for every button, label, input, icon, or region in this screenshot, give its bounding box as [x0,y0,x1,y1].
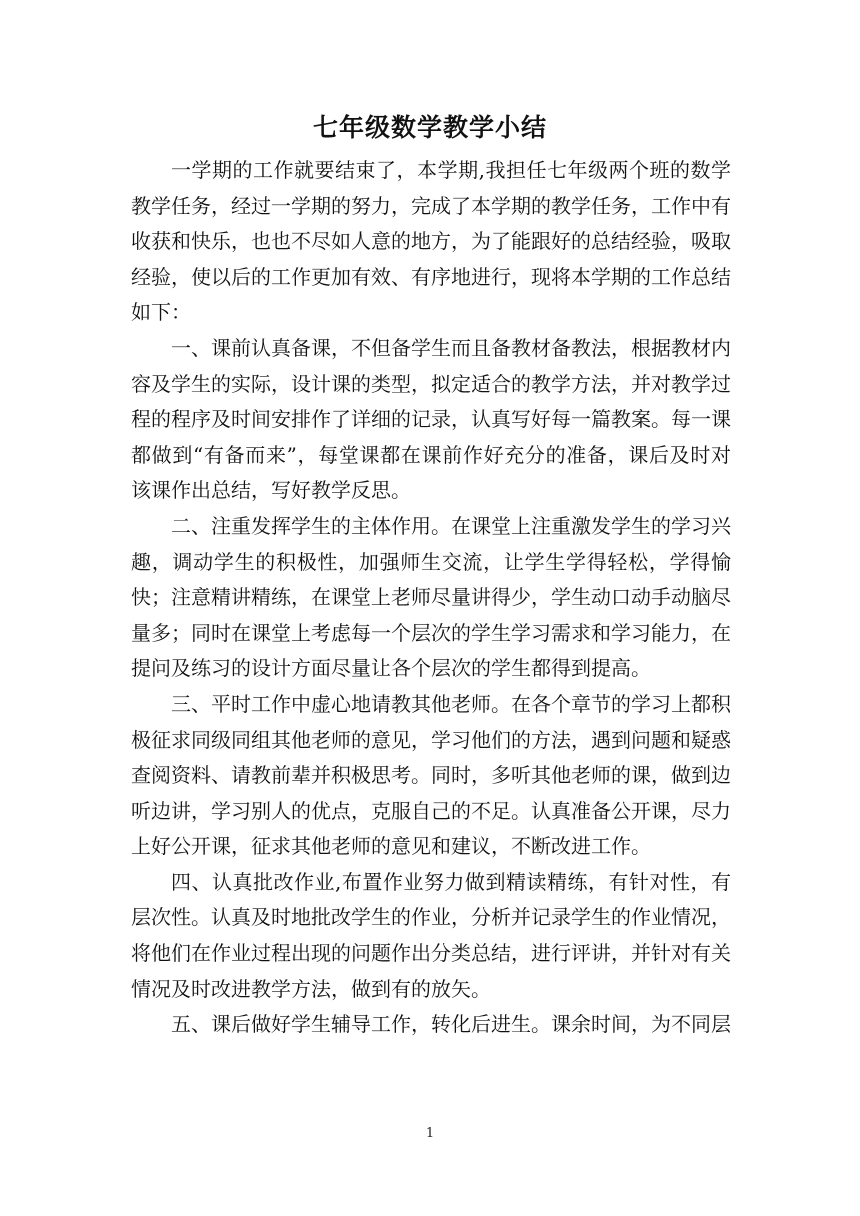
paragraph-3: 三、平时工作中虚心地请教其他老师。在各个章节的学习上都积极征求同级同组其他老师的意见，学习他们的方法，遇到问题和疑惑查阅资料、请教前辈并积极思考。同时，多听其他老师的课，做到边听边讲，学习别人的优点，克服自己的不足。认真准备公开课，尽力上好公开课，征求其他老师的意见和建议，不断改进工作。 [131,691,731,859]
paragraph-1: 一、课前认真备课，不但备学生而且备教材备教法，根据教材内容及学生的实际，设计课的类型，拟定适合的教学方法，并对教学过程的程序及时间安排作了详细的记录，认真写好每一篇教案。每一课都做到“有备而来”，每堂课都在课前作好充分的准备，课后及时对该课作出总结，写好教学反思。 [131,335,731,503]
paragraph-4: 四、认真批改作业,布置作业努力做到精读精练，有针对性，有层次性。认真及时地批改学生的作业，分析并记录学生的作业情况，将他们在作业过程出现的问题作出分类总结，进行评讲，并针对有关情况及时改进教学方法，做到有的放矢。 [131,869,731,1001]
document-title: 七年级数学教学小结 [312,113,547,142]
paragraph-5: 五、课后做好学生辅导工作，转化后进生。课余时间，为不同层 [171,1012,731,1037]
page-number: 1 [425,1126,435,1141]
document-body [131,153,731,1043]
paragraph-intro: 一学期的工作就要结束了，本学期,我担任七年级两个班的数学教学任务，经过一学期的努力，完成了本学期的教学任务，工作中有收获和快乐，也也不尽如人意的地方，为了能跟好的总结经验，吸取经验，使以后的工作更加有效、有序地进行，现将本学期的工作总结如下： [131,158,731,325]
paragraph-2: 二、注重发挥学生的主体作用。在课堂上注重激发学生的学习兴趣，调动学生的积极性，加强师生交流，让学生学得轻松，学得愉快；注意精讲精练，在课堂上老师尽量讲得少，学生动口动手动脑尽量多；同时在课堂上考虑每一个层次的学生学习需求和学习能力，在提问及练习的设计方面尽量让各个层次的学生都得到提高。 [131,513,731,681]
